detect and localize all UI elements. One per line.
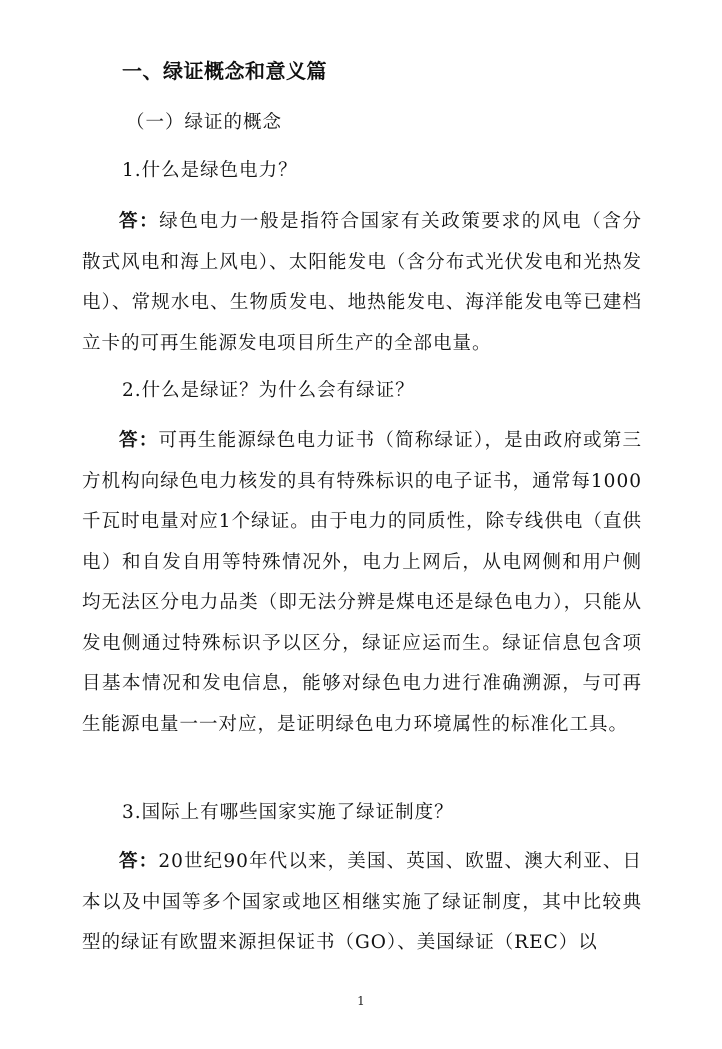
section-subtitle: （一）绿证的概念 xyxy=(126,112,283,133)
answer-2-label: 答： xyxy=(119,430,159,451)
answer-1-label: 答： xyxy=(119,211,160,232)
answer-1-text: 绿色电力一般是指符合国家有关政策要求的风电（含分散式风电和海上风电）、太阳能发电（含分布式光伏发电和光热发电）、常规水电、生物质发电、地热能发电、海洋能发电等已建档立卡的可再生能源发电项目所生产的全部电量。 xyxy=(82,211,642,354)
question-2: 2.什么是绿证？为什么会有绿证？ xyxy=(122,380,415,401)
answer-3-text: 20世纪90年代以来，美国、英国、欧盟、澳大利亚、日本以及中国等多个国家或地区相继实施了绿证制度，其中比较典型的绿证有欧盟来源担保证书（GO）、美国绿证（REC）以 xyxy=(82,851,642,953)
answer-3-label: 答： xyxy=(119,851,159,872)
question-3: 3.国际上有哪些国家实施了绿证制度？ xyxy=(122,802,454,823)
answer-1 xyxy=(82,202,642,364)
answer-3 xyxy=(82,842,642,964)
answer-2-text: 可再生能源绿色电力证书（简称绿证），是由政府或第三方机构向绿色电力核发的具有特殊标识的电子证书，通常每1000千瓦时电量对应1个绿证。由于电力的同质性，除专线供电（直供电）和自发自用等特殊情况外，电力上网后，从电网侧和用户侧均无法区分电力品类（即无法分辨是煤电还是绿色电力），只能从发电侧通过特殊标识予以区分，绿证应运而生。绿证信息包含项目基本情况和发电信息，能够对绿色电力进行准确溯源，与可再生能源电量一一对应，是证明绿色电力环境属性的标准化工具。 xyxy=(82,430,642,735)
question-1: 1.什么是绿色电力？ xyxy=(122,160,298,181)
section-title: 一、绿证概念和意义篇 xyxy=(122,59,327,83)
answer-2 xyxy=(82,421,642,745)
page-number: 1 xyxy=(357,994,365,1008)
